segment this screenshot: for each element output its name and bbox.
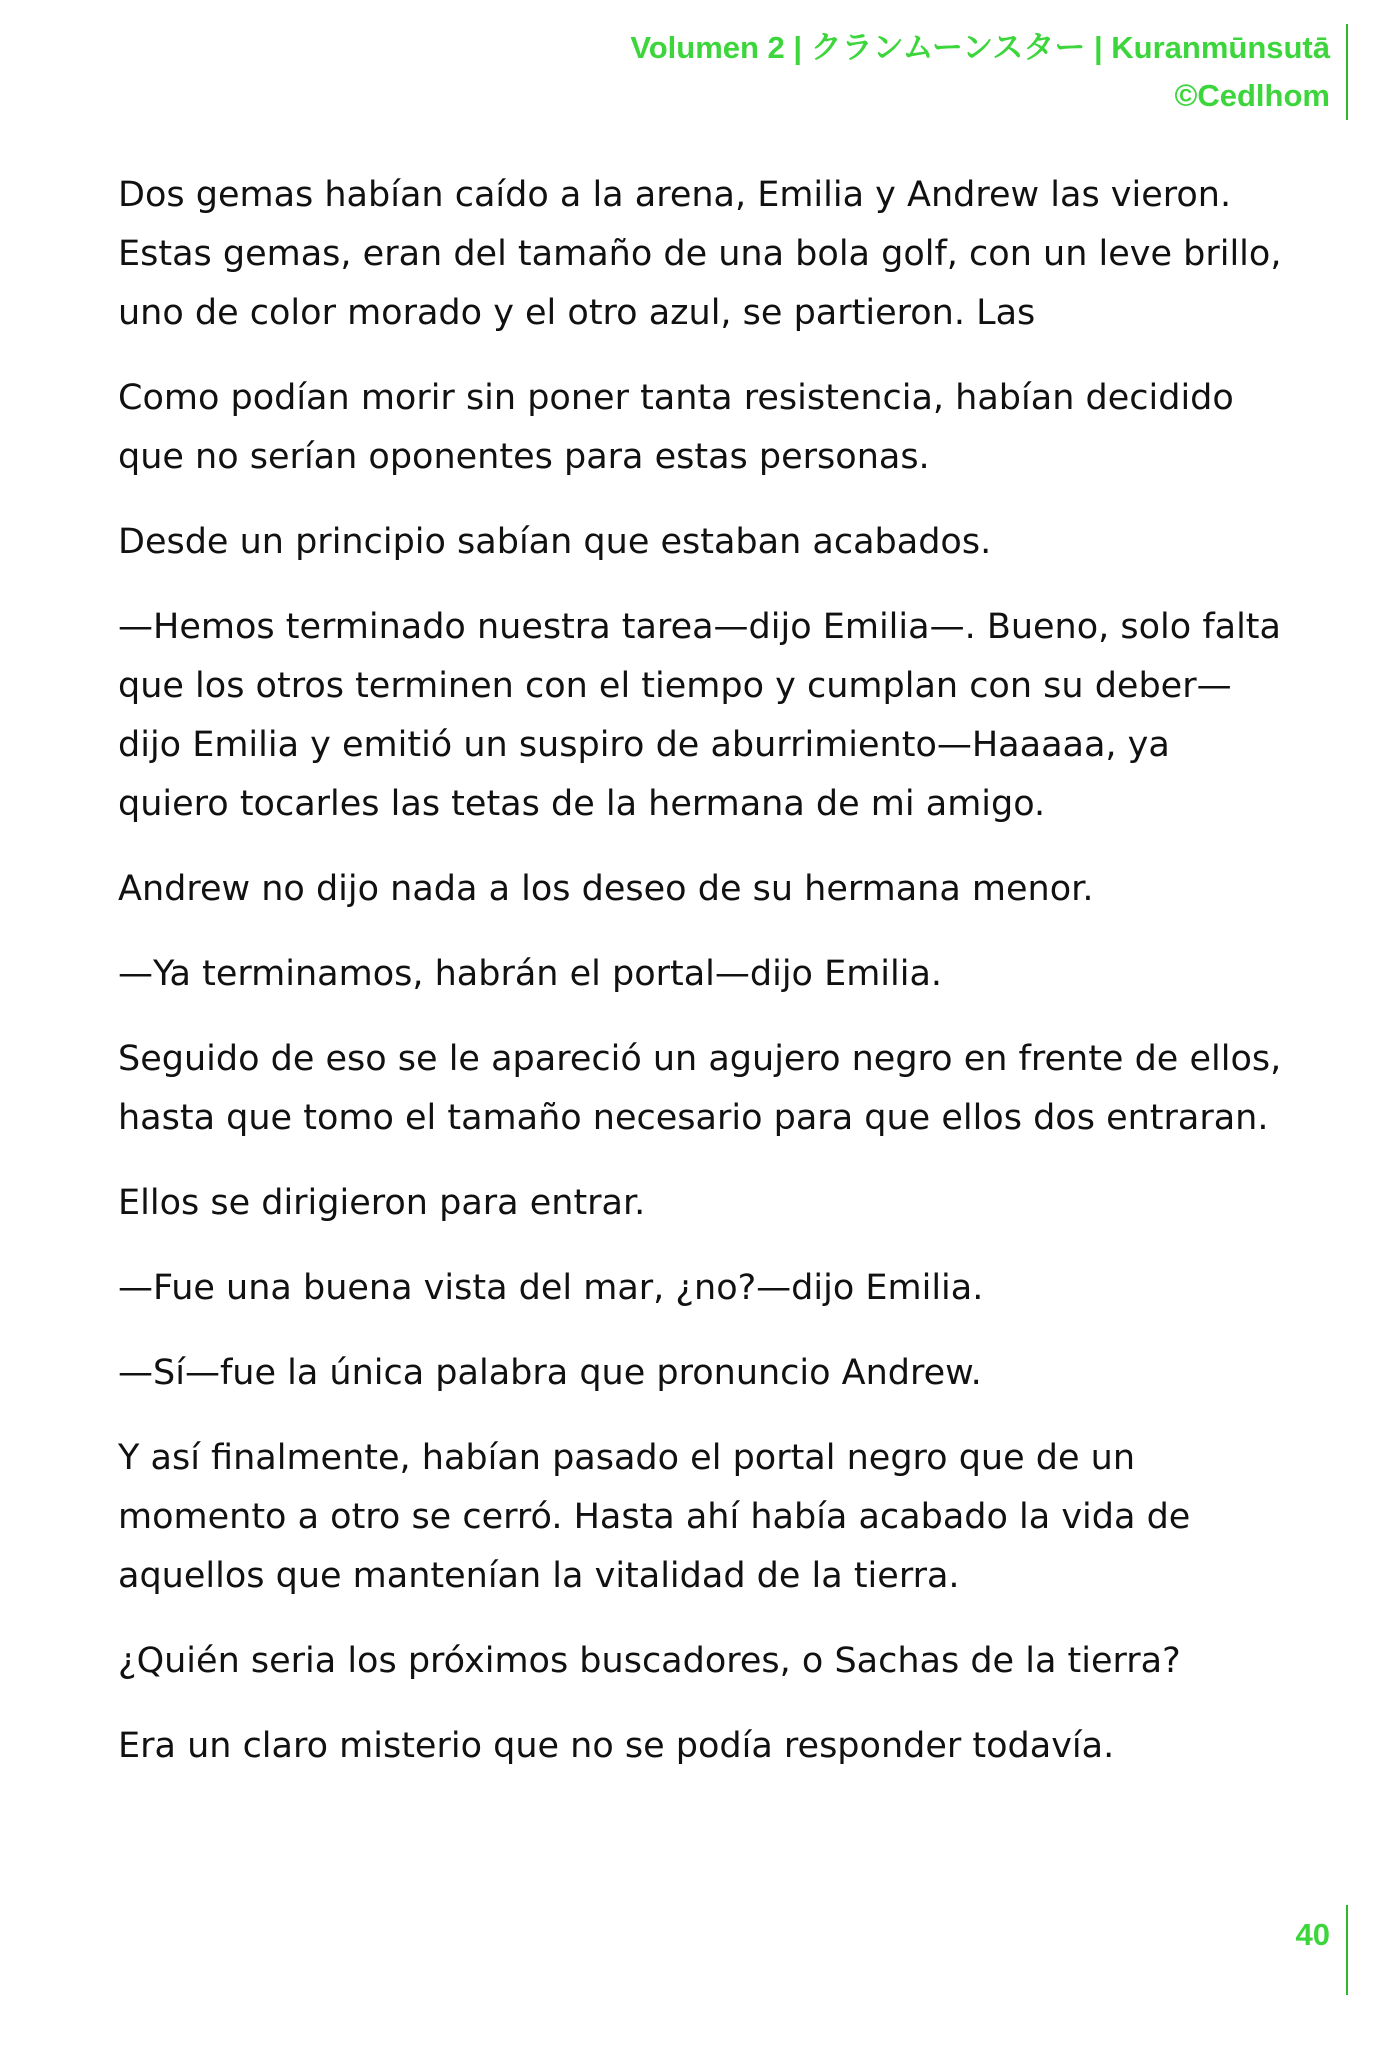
paragraph: Andrew no dijo nada a los deseo de su hermana menor. (118, 869, 1094, 909)
page-number: 40 (1295, 1917, 1330, 1952)
paragraph: Y así finalmente, habían pasado el portal negro que de un momento a otro se cerró. Hasta ahí había acabado la vida de aquellos que mantenían la vitalidad de la tierra. (118, 1438, 1191, 1596)
paragraph: Ellos se dirigieron para entrar. (118, 1183, 646, 1223)
paragraph: —Fue una buena vista del mar, ¿no?—dijo Emilia. (118, 1268, 984, 1308)
header-title: Volumen 2 | クランムーンスター | Kuranmūnsutā (630, 30, 1330, 65)
page-footer (1296, 1905, 1348, 1995)
body-text (118, 166, 1288, 1802)
paragraph: —Sí—fue la única palabra que pronuncio Andrew. (118, 1353, 982, 1393)
paragraph: Dos gemas habían caído a la arena, Emilia y Andrew las vieron. Estas gemas, eran del tamaño de una bola golf, con un leve brillo, uno de color morado y el otro azul, se partieron. Las (118, 175, 1282, 333)
paragraph: Como podían morir sin poner tanta resistencia, habían decidido que no serían oponentes para estas personas. (118, 378, 1234, 477)
paragraph: ¿Quién seria los próximos buscadores, o Sachas de la tierra? (118, 1641, 1181, 1681)
paragraph: Era un claro misterio que no se podía responder todavía. (118, 1726, 1115, 1766)
paragraph: —Ya terminamos, habrán el portal—dijo Emilia. (118, 954, 943, 994)
page-header (630, 24, 1348, 120)
paragraph: Desde un principio sabían que estaban acabados. (118, 522, 992, 562)
header-copyright: ©Cedlhom (1174, 78, 1330, 113)
paragraph: Seguido de eso se le apareció un agujero negro en frente de ellos, hasta que tomo el tamaño necesario para que ellos dos entraran. (118, 1039, 1282, 1138)
paragraph: —Hemos terminado nuestra tarea—dijo Emilia—. Bueno, solo falta que los otros terminen con el tiempo y cumplan con su deber—dijo Emilia y emitió un suspiro de aburrimiento—Haaaaa, ya quiero tocarles las tetas de la hermana de mi amigo. (118, 607, 1281, 824)
